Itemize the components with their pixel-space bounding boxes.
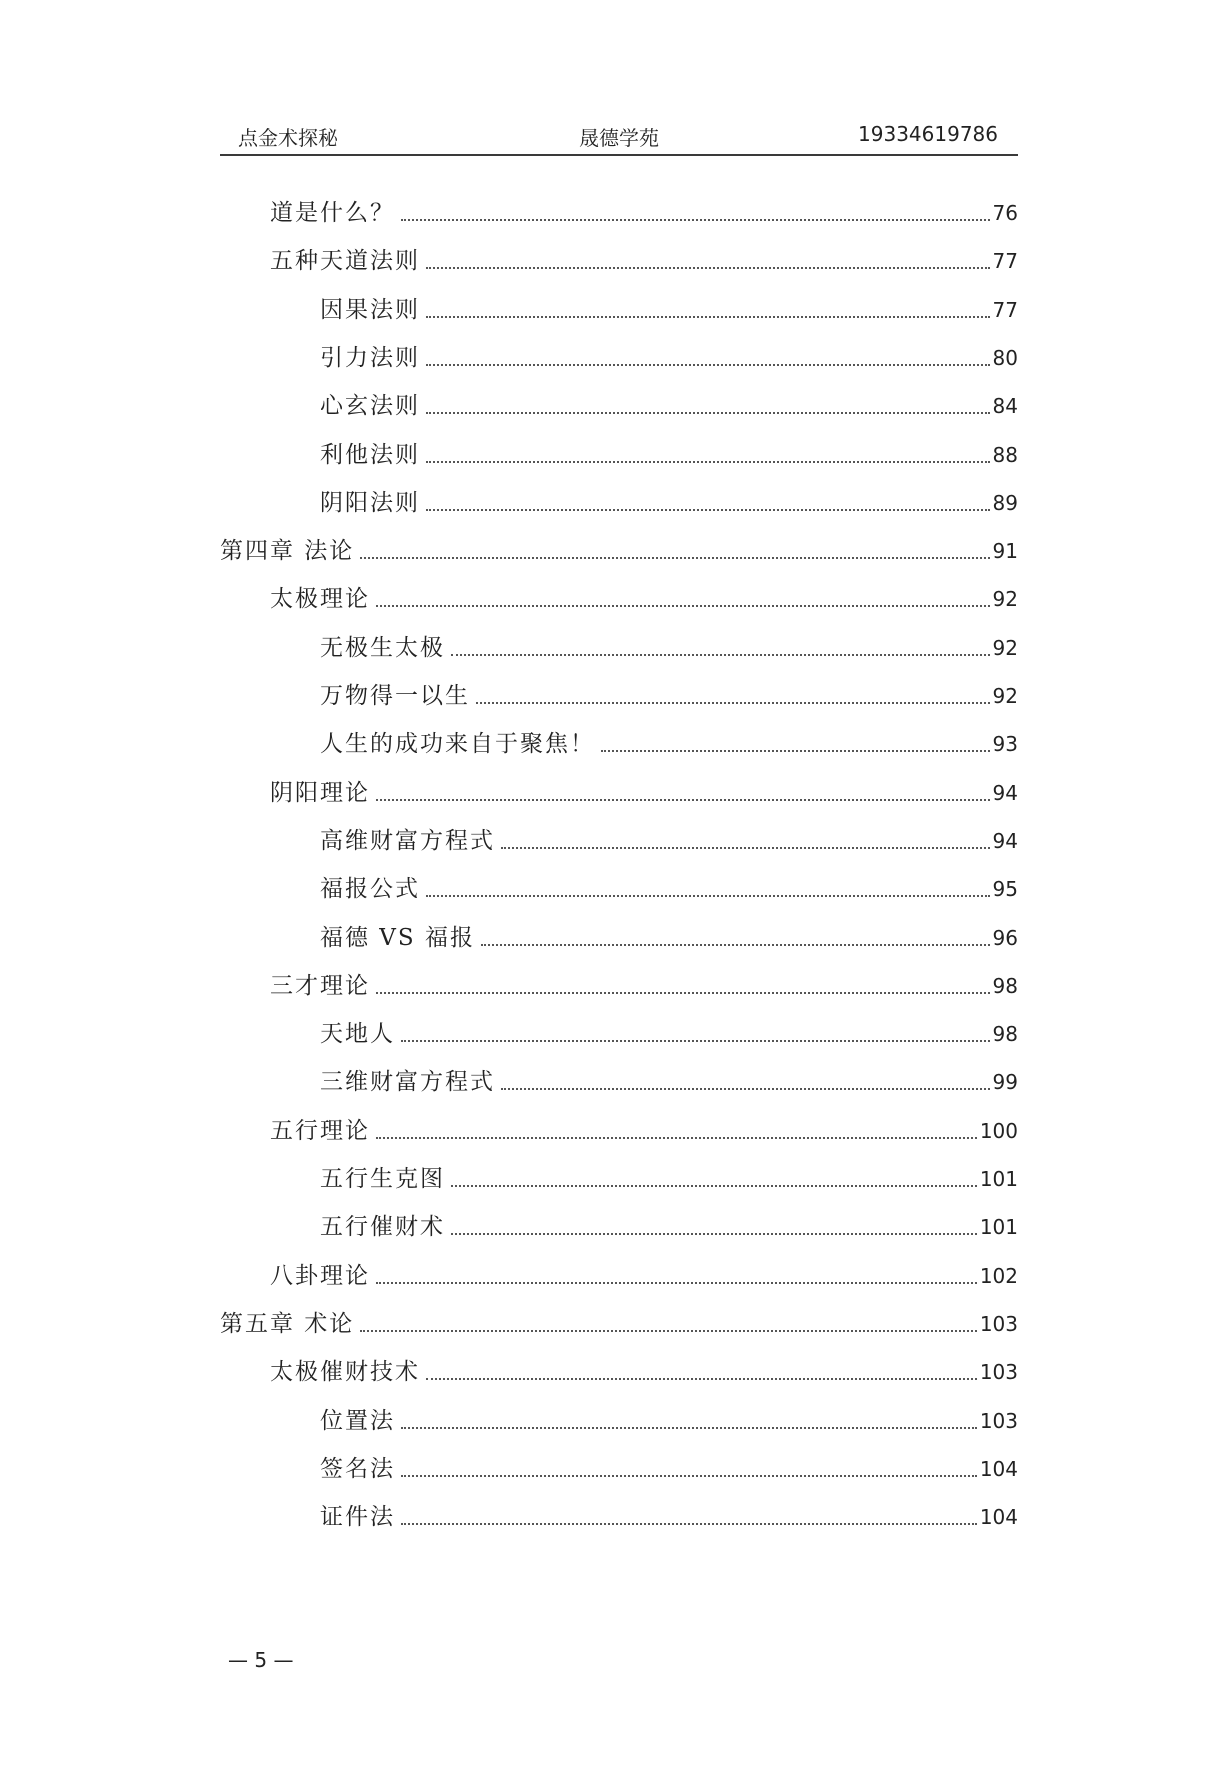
toc-dot-leader (401, 1475, 977, 1477)
toc-entry-page: 91 (992, 539, 1018, 563)
toc-entry[interactable] (270, 1347, 1018, 1387)
toc-dot-leader (451, 1233, 977, 1235)
toc-dot-leader (601, 750, 990, 752)
toc-entry-page: 88 (992, 443, 1018, 467)
toc-entry-title: 太极催财技术 (270, 1359, 420, 1385)
toc-entry[interactable] (320, 864, 1018, 904)
header-book-title: 点金术探秘 (238, 126, 338, 150)
toc-entry-title: 八卦理论 (270, 1263, 370, 1289)
toc-dot-leader (426, 364, 990, 366)
toc-entry-title: 五种天道法则 (270, 248, 420, 274)
toc-dot-leader (451, 1185, 977, 1187)
toc-entry-page: 103 (979, 1360, 1018, 1384)
toc-entry-page: 101 (979, 1167, 1018, 1191)
toc-entry-title: 福报公式 (320, 876, 420, 902)
toc-entry-page: 80 (992, 346, 1018, 370)
toc-entry-title: 引力法则 (320, 345, 420, 371)
toc-entry[interactable] (270, 768, 1018, 808)
toc-entry-title: 五行理论 (270, 1118, 370, 1144)
toc-entry[interactable] (320, 478, 1018, 518)
toc-entry-page: 93 (992, 732, 1018, 756)
toc-entry[interactable] (270, 961, 1018, 1001)
toc-dot-leader (476, 702, 990, 704)
toc-dot-leader (376, 992, 990, 994)
toc-entry-page: 99 (992, 1070, 1018, 1094)
toc-dot-leader (401, 1040, 990, 1042)
toc-dot-leader (426, 509, 990, 511)
toc-entry-page: 77 (992, 298, 1018, 322)
toc-entry[interactable] (320, 1009, 1018, 1049)
toc-entry-title: 道是什么？ (270, 200, 395, 226)
toc-dot-leader (360, 557, 989, 559)
toc-entry-page: 92 (992, 587, 1018, 611)
toc-entry[interactable] (320, 1492, 1018, 1532)
toc-entry[interactable] (320, 1396, 1018, 1436)
toc-entry[interactable] (270, 574, 1018, 614)
toc-dot-leader (426, 461, 990, 463)
toc-entry-title: 福德 VS 福报 (320, 925, 475, 951)
toc-entry-title: 位置法 (320, 1408, 395, 1434)
toc-dot-leader (451, 654, 990, 656)
header-phone-number: 19334619786 (858, 122, 998, 146)
toc-entry[interactable] (320, 913, 1018, 953)
toc-entry-title: 高维财富方程式 (320, 828, 495, 854)
toc-entry-title: 阴阳理论 (270, 780, 370, 806)
toc-entry[interactable] (320, 1444, 1018, 1484)
toc-dot-leader (426, 316, 990, 318)
toc-dot-leader (426, 895, 990, 897)
toc-entry-page: 103 (979, 1409, 1018, 1433)
toc-entry-title: 第五章 术论 (220, 1311, 355, 1337)
toc-dot-leader (426, 267, 990, 269)
toc-entry-title: 利他法则 (320, 442, 420, 468)
toc-dot-leader (376, 1282, 977, 1284)
toc-entry[interactable] (320, 381, 1018, 421)
toc-entry-page: 94 (992, 781, 1018, 805)
toc-dot-leader (376, 799, 990, 801)
toc-entry[interactable] (320, 719, 1018, 759)
toc-entry-page: 92 (992, 684, 1018, 708)
toc-entry-title: 阴阳法则 (320, 490, 420, 516)
toc-entry-page: 103 (979, 1312, 1018, 1336)
page-number: — 5 — (228, 1648, 294, 1672)
toc-entry-page: 76 (992, 201, 1018, 225)
toc-dot-leader (401, 1523, 977, 1525)
toc-entry-page: 77 (992, 249, 1018, 273)
toc-entry[interactable] (220, 526, 1018, 566)
toc-dot-leader (426, 412, 990, 414)
toc-entry[interactable] (320, 1057, 1018, 1097)
toc-dot-leader (376, 1137, 977, 1139)
toc-dot-leader (426, 1378, 977, 1380)
toc-entry[interactable] (270, 1106, 1018, 1146)
toc-entry[interactable] (270, 188, 1018, 228)
toc-entry-page: 104 (979, 1505, 1018, 1529)
toc-entry-title: 三维财富方程式 (320, 1069, 495, 1095)
toc-entry[interactable] (270, 1251, 1018, 1291)
toc-entry-title: 证件法 (320, 1504, 395, 1530)
toc-dot-leader (501, 1088, 990, 1090)
toc-entry-title: 心玄法则 (320, 393, 420, 419)
toc-entry-page: 96 (992, 926, 1018, 950)
toc-entry-page: 100 (979, 1119, 1018, 1143)
toc-entry-title: 无极生太极 (320, 635, 445, 661)
toc-entry-title: 天地人 (320, 1021, 395, 1047)
toc-entry[interactable] (320, 816, 1018, 856)
toc-entry[interactable] (270, 236, 1018, 276)
toc-entry[interactable] (320, 671, 1018, 711)
toc-entry[interactable] (320, 1154, 1018, 1194)
toc-entry-title: 人生的成功来自于聚焦！ (320, 731, 595, 757)
toc-entry-page: 95 (992, 877, 1018, 901)
toc-entry-page: 101 (979, 1215, 1018, 1239)
toc-entry-title: 因果法则 (320, 297, 420, 323)
toc-dot-leader (401, 1427, 977, 1429)
toc-entry-title: 万物得一以生 (320, 683, 470, 709)
toc-dot-leader (376, 605, 990, 607)
toc-entry[interactable] (320, 1202, 1018, 1242)
toc-entry-page: 92 (992, 636, 1018, 660)
toc-entry-title: 五行催财术 (320, 1214, 445, 1240)
toc-entry-title: 三才理论 (270, 973, 370, 999)
page-header (220, 118, 1018, 156)
toc-entry[interactable] (320, 333, 1018, 373)
toc-entry-title: 签名法 (320, 1456, 395, 1482)
toc-entry[interactable] (320, 623, 1018, 663)
toc-entry-title: 太极理论 (270, 586, 370, 612)
toc-dot-leader (401, 219, 990, 221)
toc-dot-leader (481, 944, 990, 946)
toc-entry[interactable] (220, 1299, 1018, 1339)
toc-entry-page: 89 (992, 491, 1018, 515)
toc-entry-page: 102 (979, 1264, 1018, 1288)
toc-entry-page: 84 (992, 394, 1018, 418)
toc-entry-page: 98 (992, 974, 1018, 998)
header-publisher: 晟德学苑 (579, 126, 659, 150)
toc-entry-page: 104 (979, 1457, 1018, 1481)
toc-dot-leader (501, 847, 990, 849)
toc-entry[interactable] (320, 430, 1018, 470)
toc-entry-title: 五行生克图 (320, 1166, 445, 1192)
toc-dot-leader (360, 1330, 977, 1332)
toc-entry[interactable] (320, 285, 1018, 325)
toc-entry-page: 94 (992, 829, 1018, 853)
toc-entry-title: 第四章 法论 (220, 538, 355, 564)
toc-entry-page: 98 (992, 1022, 1018, 1046)
